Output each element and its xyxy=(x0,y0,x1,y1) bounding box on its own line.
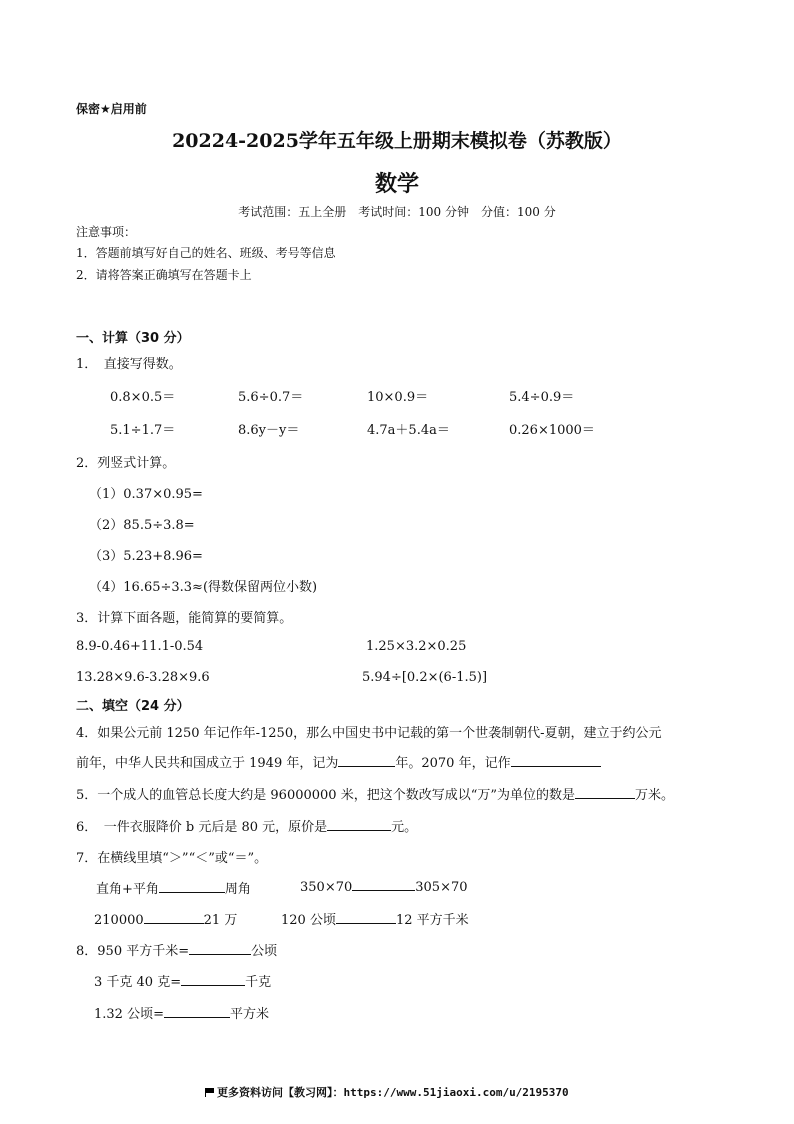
vertical-calc-item: （1）0.37×0.95= xyxy=(89,487,203,502)
answer-blank[interactable] xyxy=(181,973,245,986)
conversion-item: 3 千克 40 克= 千克 xyxy=(94,975,272,990)
notice-item: 2．请将答案正确填写在答题卡上 xyxy=(76,268,252,282)
answer-blank[interactable] xyxy=(164,1005,230,1018)
question-text: 4．如果公元前 1250 年记作年-1250，那么中国史书中记载的第一个世袭制朝代-夏朝，建立于约公元 xyxy=(76,726,662,741)
notice-title: 注意事项： xyxy=(76,225,137,239)
subject-title: 数学 xyxy=(374,172,419,197)
answer-blank[interactable] xyxy=(575,786,635,799)
footer-link[interactable]: 更多资料访问【教习网】：https://www.51jiaoxi.com/u/2195370 xyxy=(205,1084,569,1100)
simplify-item: 8.9-0.46+11.1-0.54 xyxy=(76,639,204,654)
oral-calc-item: 5.1÷1.7＝ xyxy=(110,423,176,438)
conversion-item: 1.32 公顷= 平方米 xyxy=(94,1007,269,1022)
question-stem: 7．在横线里填“＞”“＜”或“＝”。 xyxy=(76,851,268,866)
question-stem: 3．计算下面各题，能简算的要简算。 xyxy=(76,611,293,626)
compare-item: 120 公顷 12 平方千米 xyxy=(281,913,469,928)
answer-blank[interactable] xyxy=(144,911,204,924)
vertical-calc-item: （3）5.23+8.96= xyxy=(89,549,203,564)
confidential-label: 保密★启用前 xyxy=(76,102,147,116)
exam-title: 20224-2025学年五年级上册期末模拟卷（苏教版） xyxy=(172,130,622,152)
simplify-item: 13.28×9.6-3.28×9.6 xyxy=(76,670,210,685)
section-title: 一、计算（30 分） xyxy=(76,331,190,346)
simplify-item: 1.25×3.2×0.25 xyxy=(366,639,467,654)
answer-blank[interactable] xyxy=(338,754,395,767)
vertical-calc-item: （2）85.5÷3.8= xyxy=(89,518,195,533)
answer-blank[interactable] xyxy=(352,878,415,891)
answer-blank[interactable] xyxy=(159,880,225,893)
notice-item: 1．答题前填写好自己的姓名、班级、考号等信息 xyxy=(76,246,336,260)
oral-calc-item: 0.26×1000＝ xyxy=(509,423,595,438)
oral-calc-item: 10×0.9＝ xyxy=(367,390,429,405)
question-stem: 2．列竖式计算。 xyxy=(76,456,176,471)
compare-item: 210000 21 万 xyxy=(94,913,238,928)
oral-calc-item: 0.8×0.5＝ xyxy=(110,390,176,405)
oral-calc-item: 4.7a＋5.4a＝ xyxy=(367,423,450,438)
flag-icon xyxy=(205,1088,214,1097)
question-text: 前年，中华人民共和国成立于 1949 年，记为 年。2070 年，记作 xyxy=(76,752,601,771)
oral-calc-item: 8.6y－y＝ xyxy=(238,423,300,438)
answer-blank[interactable] xyxy=(336,911,396,924)
section-title: 二、填空（24 分） xyxy=(76,699,190,714)
answer-blank[interactable] xyxy=(327,818,391,831)
simplify-item: 5.94÷[0.2×(6-1.5)] xyxy=(362,670,488,685)
question-text: 5．一个成人的血管总长度大约是 96000000 米，把这个数改写成以“万”为单位的数是 万米。 xyxy=(76,788,675,803)
answer-blank[interactable] xyxy=(511,754,601,767)
compare-item: 直角+平角 周角 xyxy=(96,882,251,897)
question-text: 6． 一件衣服降价 b 元后是 80 元，原价是 元。 xyxy=(76,820,418,835)
oral-calc-item: 5.4÷0.9＝ xyxy=(509,390,575,405)
compare-item: 350×70 305×70 xyxy=(300,880,468,895)
answer-blank[interactable] xyxy=(189,942,251,955)
question-stem: 1． 直接写得数。 xyxy=(76,357,182,372)
conversion-item: 8．950 平方千米= 公顷 xyxy=(76,944,278,959)
exam-info: 考试范围：五上全册 考试时间：100 分钟 分值：100 分 xyxy=(238,205,556,219)
vertical-calc-item: （4）16.65÷3.3≈(得数保留两位小数) xyxy=(89,580,318,595)
oral-calc-item: 5.6÷0.7＝ xyxy=(238,390,304,405)
